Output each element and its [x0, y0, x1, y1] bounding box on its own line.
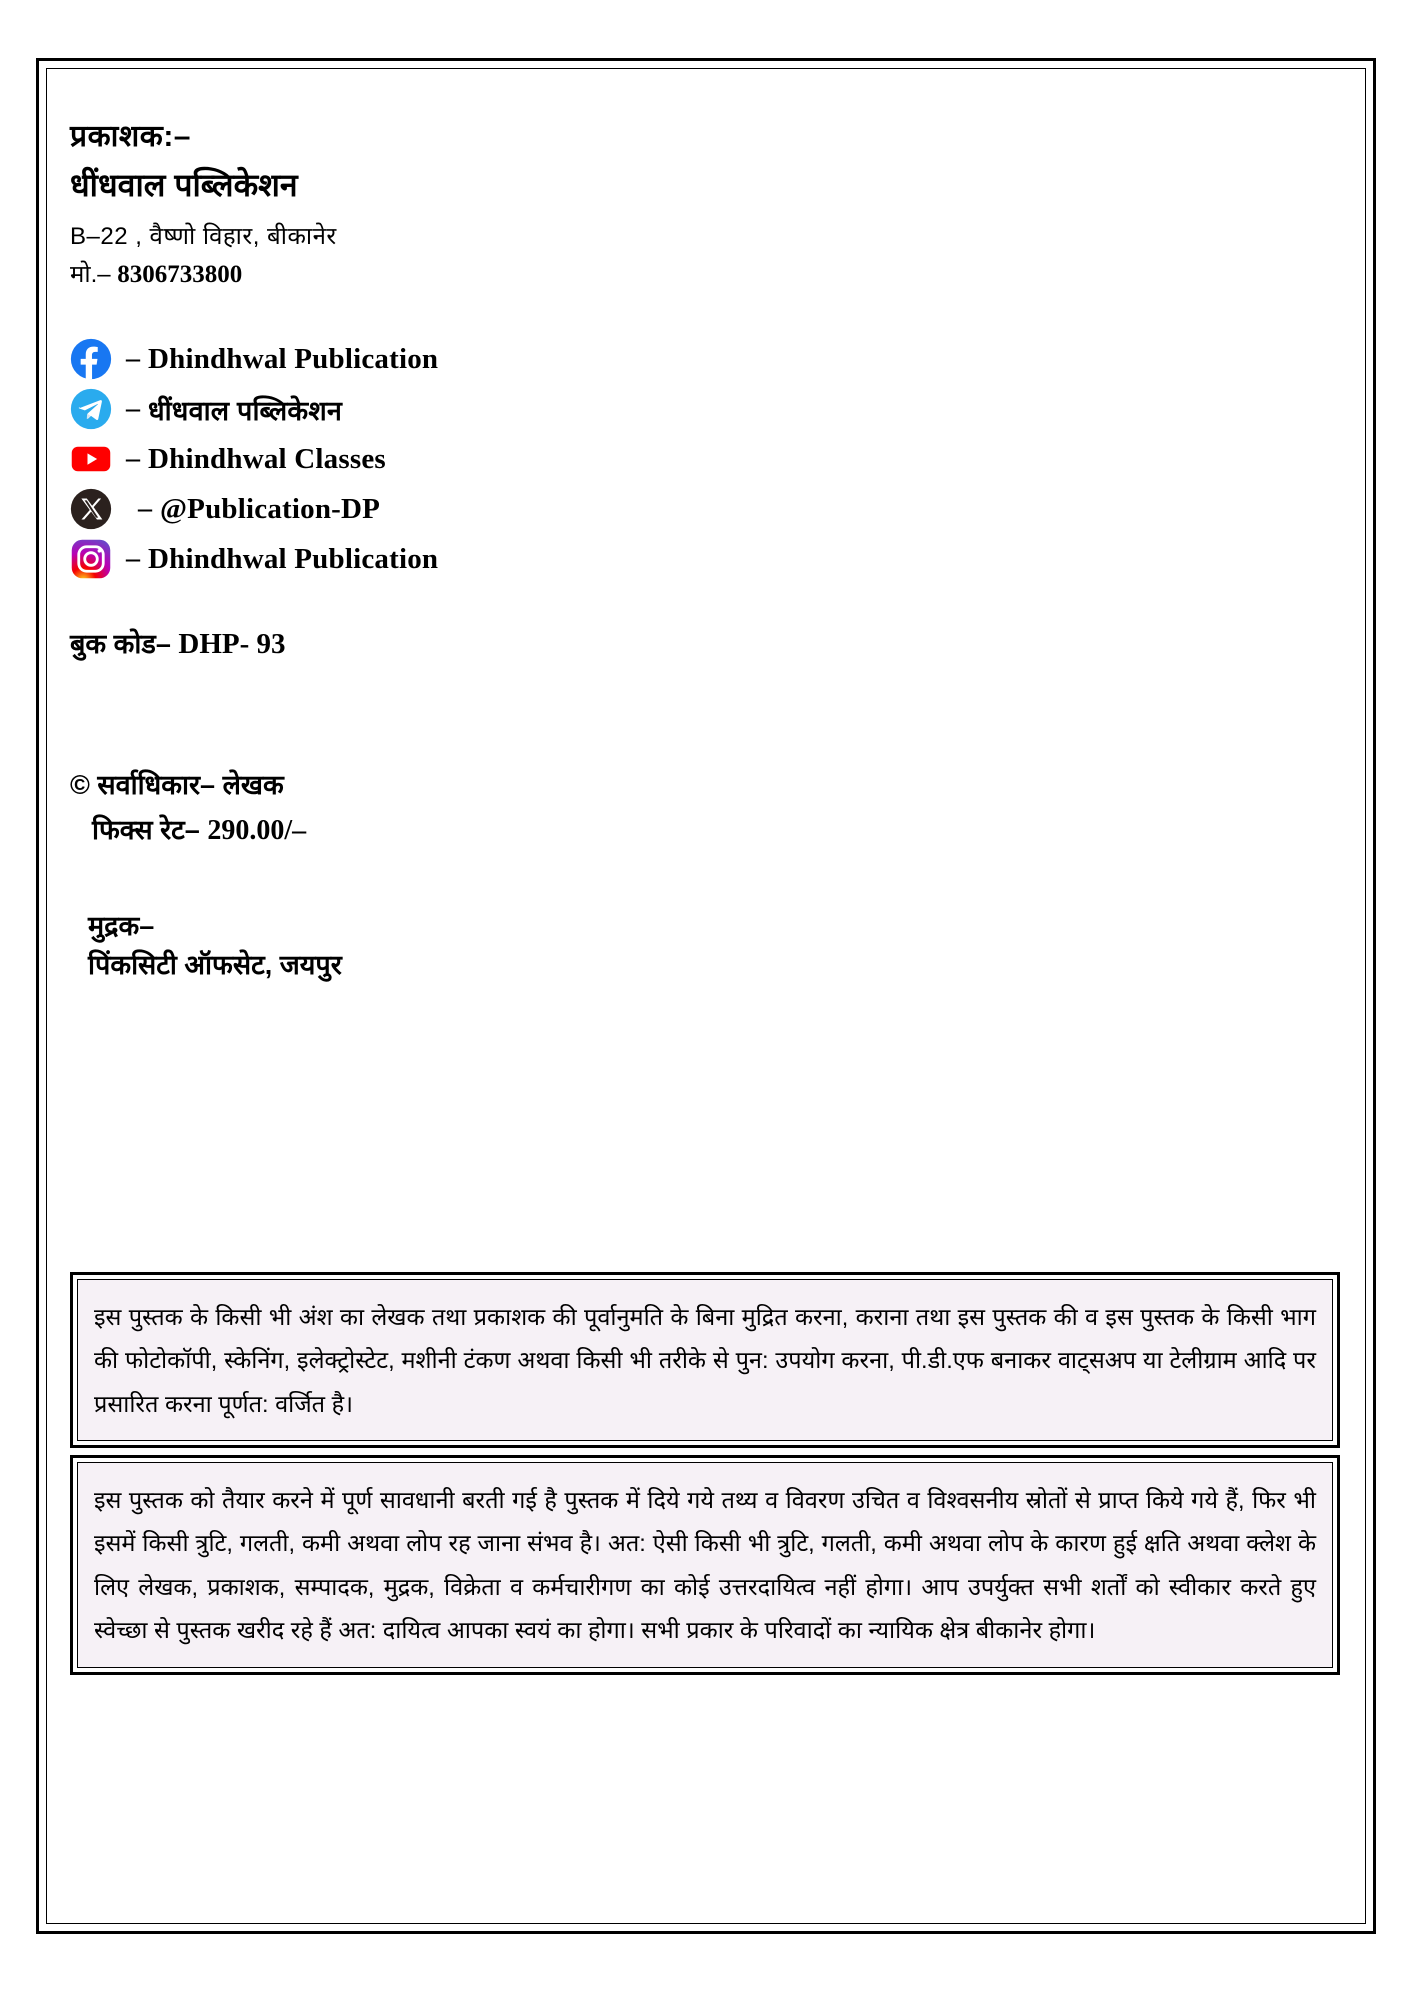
disclaimer-notice-box [70, 1455, 1340, 1675]
social-label-youtube: Dhindhwal Classes [148, 442, 386, 475]
printer-label: मुद्रक– [88, 911, 155, 942]
copyright-notice-box [70, 1272, 1340, 1448]
social-label-facebook: Dhindhwal Publication [148, 342, 439, 375]
social-row-youtube[interactable] [70, 434, 1340, 484]
copyright-notice-text: इस पुस्तक के किसी भी अंश का लेखक तथा प्रकाशक की पूर्वानुमति के बिना मुद्रित करना, कराना तथा इस पुस्तक की व इस पुस्तक के किसी भाग की फोटोकॉपी, स्केनिंग, इलेक्ट्रोस्टेट, मशीनी टंकण अथवा किसी भी तरीके से पुन: उपयोग करना, पी.डी.एफ बनाकर वाट्सअप या टेलीग्राम आदि पर प्रसारित करना पूर्णत: वर्जित है। [94, 1304, 1316, 1417]
publisher-mobile [70, 260, 1340, 290]
price-line [92, 812, 1340, 850]
x-twitter-icon [70, 488, 112, 530]
printer-name: पिंकसिटी ऑफसेट, जयपुर [88, 950, 342, 981]
social-row-instagram[interactable] [70, 534, 1340, 584]
book-code-label: बुक कोड– [70, 629, 171, 660]
social-dash: – [138, 493, 152, 525]
telegram-icon [70, 388, 112, 430]
social-row-x[interactable] [70, 484, 1340, 534]
book-code [70, 624, 1340, 661]
publisher-name: धींधवाल पब्लिकेशन [70, 166, 298, 203]
social-dash: – [126, 393, 140, 425]
copyright-block [70, 767, 1340, 849]
social-label-telegram: धींधवाल पब्लिकेशन [148, 395, 343, 426]
mobile-label: मो.– [70, 261, 111, 289]
book-code-value: DHP- 93 [178, 628, 286, 661]
disclaimer-notice-text: इस पुस्तक को तैयार करने में पूर्ण सावधानी बरती गई है पुस्तक में दिये गये तथ्य व विवरण उचित व विश्वसनीय स्रोतों से प्राप्त किये गये हैं, फिर भी इसमें किसी त्रुटि, गलती, कमी अथवा लोप रह जाना संभव है। अत: ऐसी किसी भी त्रुटि, गलती, कमी अथवा लोप के कारण हुई क्षति अथवा क्लेश के लिए लेखक, प्रकाशक, सम्पादक, मुद्रक, विक्रेता व कर्मचारीगण का कोई उत्तरदायित्व नहीं होगा। आप उपर्युक्त सभी शर्तों को स्वीकार करते हुए स्वेच्छा से पुस्तक खरीद रहे हैं अत: दायित्व आपका स्वयं का होगा। सभी प्रकार के परिवादों का न्यायिक क्षेत्र बीकानेर होगा। [94, 1487, 1316, 1644]
social-row-telegram[interactable] [70, 384, 1340, 434]
social-dash: – [126, 443, 140, 475]
copyright-line [70, 767, 1340, 803]
publisher-label: प्रकाशक:– [70, 120, 191, 153]
disclaimer-notice-inner [77, 1462, 1333, 1668]
social-label-x: @Publication-DP [160, 492, 381, 525]
publisher-address: B–22 , वैष्णो विहार, बीकानेर [70, 223, 337, 251]
copyright-symbol: © [70, 770, 90, 801]
imprint-content [70, 120, 1340, 986]
social-label-instagram: Dhindhwal Publication [148, 542, 439, 575]
social-dash: – [126, 543, 140, 575]
printer-block [88, 907, 1340, 985]
facebook-icon [70, 338, 112, 380]
price-label: फिक्स रेट– [92, 814, 200, 845]
instagram-icon [70, 538, 112, 580]
youtube-icon [70, 438, 112, 480]
social-dash: – [126, 343, 140, 375]
social-row-facebook[interactable] [70, 334, 1340, 384]
copyright-text: सर्वाधिकार– लेखक [97, 770, 284, 801]
social-links-list [70, 334, 1340, 584]
price-value: 290.00/– [207, 814, 307, 846]
mobile-number: 8306733800 [117, 261, 243, 289]
copyright-notice-inner [77, 1279, 1333, 1441]
